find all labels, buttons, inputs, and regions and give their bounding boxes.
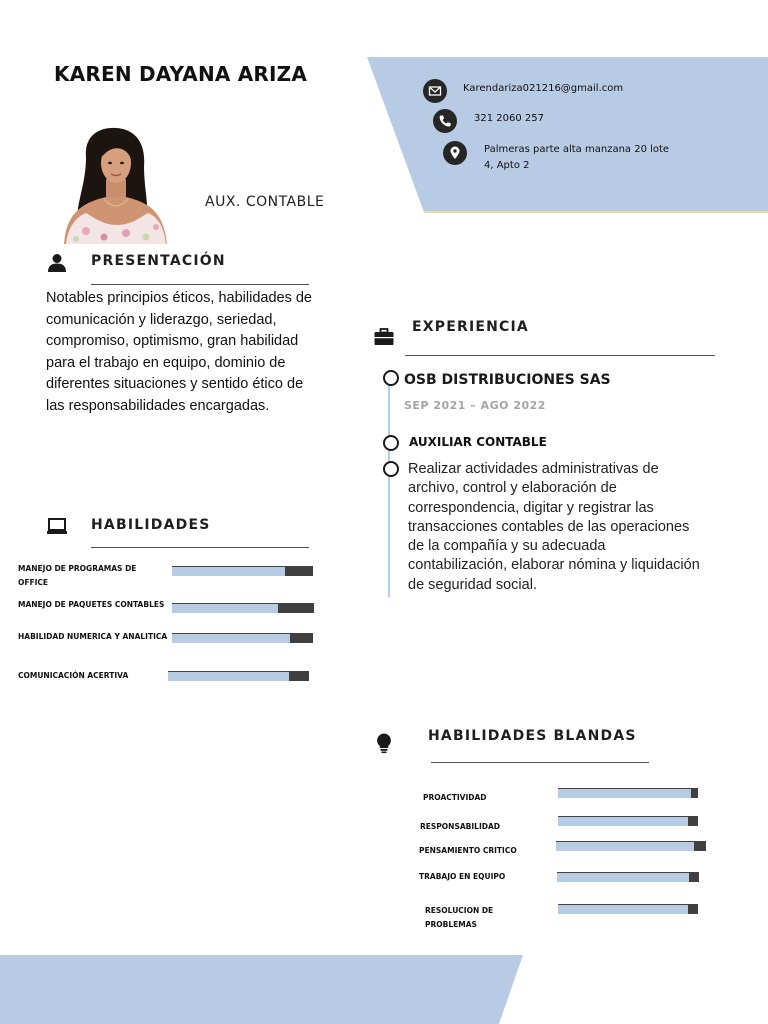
soft-skill-bar bbox=[558, 904, 698, 914]
skill-label: HABILIDAD NUMERICA Y ANALITICA bbox=[18, 632, 168, 641]
profile-photo bbox=[60, 127, 171, 244]
skills-title: HABILIDADES bbox=[91, 517, 211, 533]
job-title: AUXILIAR CONTABLE bbox=[409, 435, 547, 449]
timeline-node bbox=[383, 461, 399, 477]
soft-skills-title: HABILIDADES BLANDAS bbox=[428, 728, 637, 744]
contact-banner-underline bbox=[424, 211, 768, 213]
person-icon bbox=[46, 252, 68, 274]
candidate-name: KAREN DAYANA ARIZA bbox=[54, 62, 308, 86]
presentation-divider bbox=[91, 284, 309, 285]
company-name: OSB DISTRIBUCIONES SAS bbox=[404, 372, 611, 388]
soft-skill-bar bbox=[557, 872, 699, 882]
soft-skill-bar-remainder bbox=[694, 841, 706, 851]
phone-icon bbox=[433, 109, 457, 133]
skill-label: MANEJO DE PROGRAMAS DE OFFICE bbox=[18, 564, 137, 587]
soft-skill-bar-remainder bbox=[688, 904, 698, 914]
soft-skill-bar-track bbox=[556, 841, 706, 842]
location-pin-icon bbox=[443, 141, 467, 165]
skill-bar bbox=[172, 566, 313, 576]
skill-bar-remainder bbox=[278, 603, 314, 613]
timeline-node bbox=[383, 435, 399, 451]
computer-icon bbox=[46, 516, 68, 538]
soft-skill-bar-track bbox=[558, 816, 698, 817]
phone-text: 321 2060 257 bbox=[474, 113, 544, 124]
experience-title: EXPERIENCIA bbox=[412, 319, 529, 335]
soft-skill-bar-remainder bbox=[689, 872, 699, 882]
soft-skill-bar-remainder bbox=[688, 816, 698, 826]
soft-skill-bar bbox=[558, 816, 698, 826]
skills-divider bbox=[91, 547, 309, 548]
soft-skill-bar-track bbox=[558, 904, 698, 905]
soft-skill-label: TRABAJO EN EQUIPO bbox=[419, 872, 506, 881]
soft-skill-bar bbox=[558, 788, 698, 798]
soft-skill-label: RESPONSABILIDAD bbox=[420, 822, 500, 831]
soft-skill-bar-track bbox=[558, 788, 698, 789]
employment-dates: SEP 2021 – AGO 2022 bbox=[404, 399, 546, 412]
skill-bar-remainder bbox=[290, 633, 313, 643]
skill-label: MANEJO DE PAQUETES CONTABLES bbox=[18, 600, 165, 609]
timeline-line bbox=[388, 383, 390, 597]
skill-bar-track bbox=[168, 671, 309, 672]
address-line-2: 4, Apto 2 bbox=[484, 160, 530, 171]
profile-photo-portrait bbox=[60, 127, 171, 244]
skill-bar-remainder bbox=[285, 566, 313, 576]
envelope-icon bbox=[423, 79, 447, 103]
soft-skill-label: RESOLUCION DE PROBLEMAS bbox=[425, 906, 494, 929]
email-text: Karendariza021216@gmail.com bbox=[463, 83, 624, 94]
candidate-role: AUX. CONTABLE bbox=[205, 194, 325, 210]
presentation-title: PRESENTACIÓN bbox=[91, 253, 226, 269]
footer-banner bbox=[0, 955, 523, 1024]
job-description: Realizar actividades administrativas de archivo, control y elaboración de correspondencia, digitar y registrar las transacciones contables de las operaciones de la compañía y su adecuada contabilización, elaborar nómina y liquidación de seguridad social. bbox=[408, 461, 700, 593]
skill-bar bbox=[168, 671, 309, 681]
skill-bar bbox=[172, 603, 314, 613]
lightbulb-icon bbox=[373, 732, 395, 754]
skill-bar-remainder bbox=[289, 671, 309, 681]
skill-bar bbox=[172, 633, 313, 643]
soft-skill-bar-track bbox=[557, 872, 699, 873]
soft-skill-bar-remainder bbox=[691, 788, 698, 798]
address-line-1: Palmeras parte alta manzana 20 lote bbox=[484, 144, 670, 155]
presentation-text: Notables principios éticos, habilidades de comunicación y liderazgo, seriedad, compromiso, optimismo, gran habilidad para el trabajo en equipo, dominio de diferentes situaciones y sentido ético de las responsabilidades encargadas. bbox=[46, 290, 312, 414]
timeline-node bbox=[383, 370, 399, 386]
briefcase-icon bbox=[373, 326, 395, 348]
soft-skill-bar bbox=[556, 841, 706, 851]
experience-divider bbox=[405, 355, 715, 356]
soft-skill-label: PENSAMIENTO CRITICO bbox=[419, 846, 517, 855]
soft-skills-divider bbox=[431, 762, 649, 763]
soft-skill-label: PROACTIVIDAD bbox=[423, 793, 487, 802]
skill-label: COMUNICACIÓN ACERTIVA bbox=[18, 671, 129, 680]
